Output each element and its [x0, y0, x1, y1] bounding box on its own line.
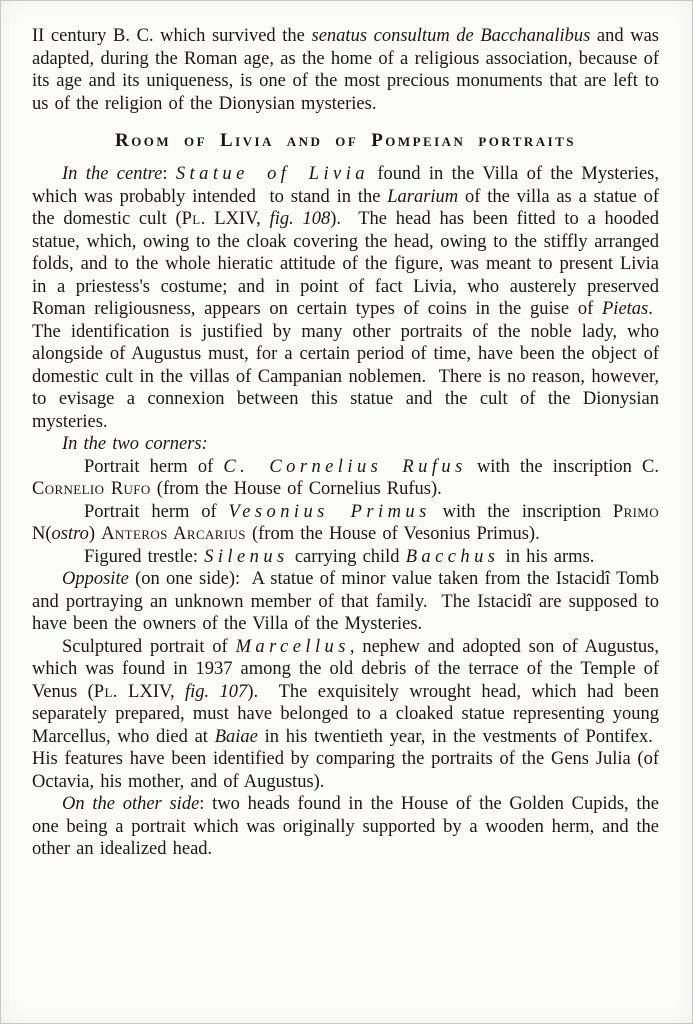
paragraph-figured-trestle — [32, 546, 659, 569]
text-run: ostro — [51, 524, 89, 544]
text-run: Portrait herm of — [84, 456, 224, 477]
text-run: LXIV, — [117, 681, 185, 702]
page-content — [32, 25, 659, 861]
text-run: with the inscription C. — [466, 456, 659, 477]
paragraph-intro — [32, 25, 659, 115]
text-run: in his arms. — [499, 546, 595, 567]
text-run: (from the House of Vesonius Primus). — [245, 524, 540, 544]
text-run: Opposite — [62, 569, 129, 589]
text-run: On the other side — [62, 794, 200, 814]
text-run: Pl. — [93, 681, 118, 702]
text-run: ) — [88, 524, 102, 544]
text-run: Statue of Livia — [175, 164, 369, 184]
text-run: Portrait herm of — [84, 501, 229, 522]
paragraph-marcellus — [32, 636, 659, 794]
text-run: Bacchus — [405, 546, 500, 567]
text-run: (on one side): A statue of minor value taken from the Istacidî Tomb and portraying an unknown member of that family. The Istacidî are supposed to have been the owners of the Villa of the Mysteries. — [32, 569, 659, 634]
text-run: II century B. C. which survived the — [32, 26, 312, 46]
text-run: Pl. — [181, 209, 206, 229]
text-run: C. Cornelius Rufus — [223, 456, 467, 477]
text-run: fig. 107 — [185, 681, 248, 702]
text-run: ). The head has been fitted to a hooded statue, which, owing to the cloak covering the head, owing to the stiffly arranged folds, and to the whole hieratic attitude of the figure, was meant to present Livia in a priestess's costume; and in point of fact Livia, who austerely preserved Roman religiousness, appears on certain types of coins in the guise of — [32, 209, 660, 319]
text-run: Primo — [612, 501, 659, 522]
text-run: Baiae — [214, 726, 258, 747]
text-run: found in the Villa of the Mysteries, which was probably intended to stand in the — [32, 164, 659, 207]
text-run: : two heads found in the House of the Golden Cupids, the one being a portrait which was originally supported by a wooden herm, and the other an idealized head. — [32, 794, 660, 859]
paragraph-two-corners-label — [32, 433, 659, 456]
text-run: Sculptured portrait of — [62, 636, 236, 657]
text-run: Lararium — [387, 186, 459, 207]
text-run: , nephew and adopted son of Augustus, which was found in 1937 among the old debris of the terrace of the Temple of Venus ( — [32, 636, 659, 702]
paragraph-golden-cupids — [32, 793, 659, 861]
text-run: N( — [32, 524, 52, 544]
paragraph-statue-of-livia — [32, 163, 659, 433]
text-run: ). The exquisitely wrought head, which had been separately prepared, must have belonged to a cloaked statue representing young Marcellus, who died at — [32, 681, 659, 747]
text-run: Figured trestle: — [84, 546, 205, 567]
text-run: senatus consultum de Bacchanalibus — [311, 26, 591, 46]
text-run: in his twentieth year, in the vestments of Pontifex. His features have been identified by comparing the portraits of the Gens Julia (of Octavia, his mother, and of Augustus). — [32, 726, 659, 792]
text-run: : — [162, 164, 176, 184]
text-run: Anteros Arcarius — [101, 524, 246, 544]
section-heading: Room of Livia and of Pompeian portraits — [115, 130, 576, 151]
text-run: Vesonius Primus — [228, 501, 431, 522]
text-run: In the centre — [62, 164, 163, 184]
paragraph-vesonius-primus — [32, 501, 659, 546]
paragraph-istacidi-tomb — [32, 568, 659, 636]
text-run: Marcellus — [235, 636, 350, 657]
text-run: Cornelio Rufo — [32, 479, 151, 499]
text-run: with the inscription — [430, 501, 613, 522]
text-run: LXIV, — [205, 209, 270, 229]
text-run: (from the House of Cornelius Rufus). — [150, 479, 442, 499]
text-run: and was adapted, during the Roman age, as the home of a religious association, because of its age and its uniqueness, is one of the most precious monuments that are left to us of the religion of the Dionysian mysteries. — [32, 26, 660, 114]
text-run: In the two corners: — [62, 434, 208, 454]
text-run: carrying child — [288, 546, 406, 567]
text-run: fig. 108 — [269, 209, 331, 229]
text-run: . The identification is justified by many other portraits of the noble lady, who alongside of Augustus must, for a certain period of time, have been the object of domestic cult in the villas of Campanian noblemen. There is no reason, however, to evisage a connexion between this statue and the cult of the Dionysian mysteries. — [32, 299, 659, 432]
text-run: Pietas — [602, 299, 649, 319]
paragraph-cornelius-rufus — [32, 456, 659, 501]
text-run: of the villa as a statue of the domestic cult ( — [32, 186, 659, 229]
text-run: Silenus — [204, 546, 289, 567]
